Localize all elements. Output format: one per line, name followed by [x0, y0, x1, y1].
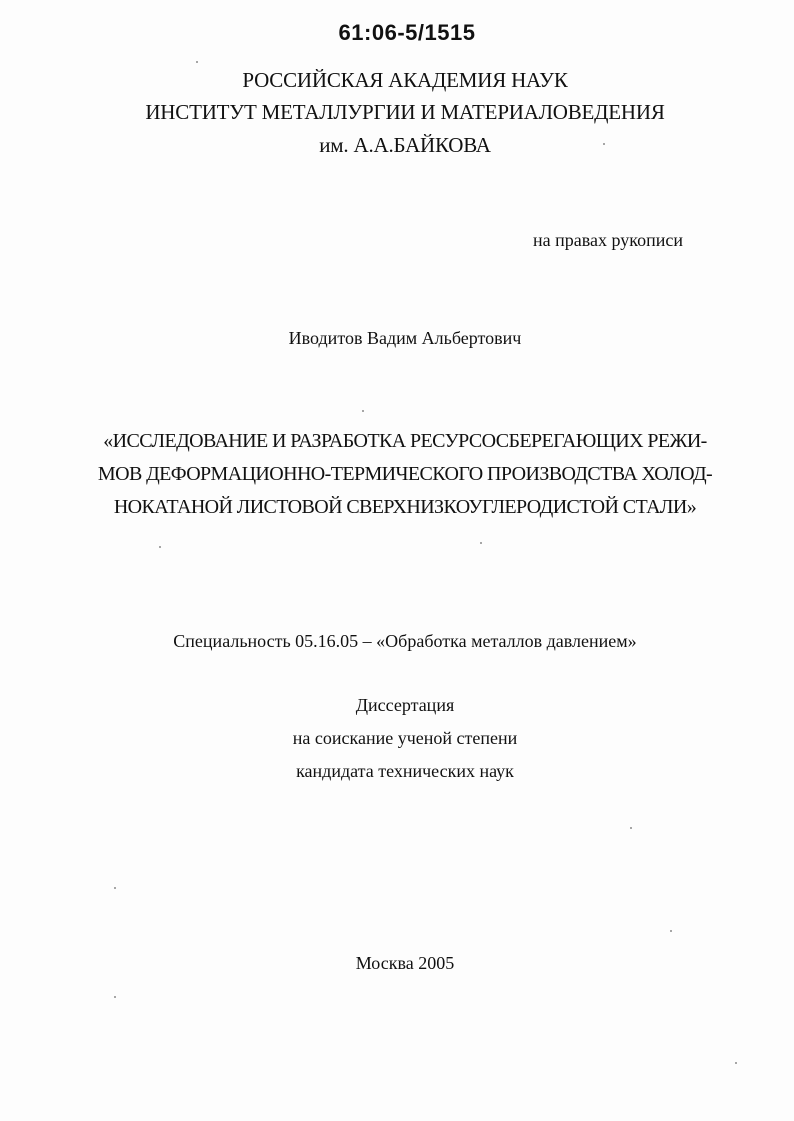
archive-code: 61:06-5/1515 — [338, 20, 476, 45]
institution-academy: РОССИЙСКАЯ АКАДЕМИЯ НАУК — [242, 68, 568, 92]
scan-speck — [735, 1062, 737, 1064]
city-year: Москва 2005 — [355, 953, 455, 973]
scan-speck — [114, 996, 116, 998]
scan-speck — [159, 546, 161, 548]
title-line-3: НОКАТАНОЙ ЛИСТОВОЙ СВЕРХНИЗКОУГЛЕРОДИСТОЙ СТАЛИ» — [113, 496, 697, 518]
scan-speck — [114, 887, 116, 889]
institution-institute: ИНСТИТУТ МЕТАЛЛУРГИИ И МАТЕРИАЛОВЕДЕНИЯ — [145, 100, 665, 124]
author-name: Иводитов Вадим Альбертович — [288, 328, 522, 348]
institution-named-after: им. А.А.БАЙКОВА — [319, 133, 491, 157]
degree-name: кандидата технических наук — [296, 761, 514, 781]
speciality-line: Специальность 05.16.05 – «Обработка металлов давлением» — [173, 631, 637, 651]
manuscript-rights-note: на правах рукописи — [533, 230, 683, 250]
title-line-1: «ИССЛЕДОВАНИЕ И РАЗРАБОТКА РЕСУРСОСБЕРЕГАЮЩИХ РЕЖИ- — [103, 430, 707, 452]
dissertation-label: Диссертация — [355, 695, 455, 715]
scan-speck — [196, 61, 198, 63]
scan-speck — [630, 827, 632, 829]
scan-speck — [362, 410, 364, 412]
scan-speck — [670, 930, 672, 932]
scan-speck — [603, 143, 605, 145]
title-line-2: МОВ ДЕФОРМАЦИОННО-ТЕРМИЧЕСКОГО ПРОИЗВОДСТВА ХОЛОД- — [97, 463, 713, 485]
degree-purpose: на соискание ученой степени — [292, 728, 518, 748]
scan-speck — [480, 542, 482, 544]
dissertation-title — [90, 425, 720, 524]
